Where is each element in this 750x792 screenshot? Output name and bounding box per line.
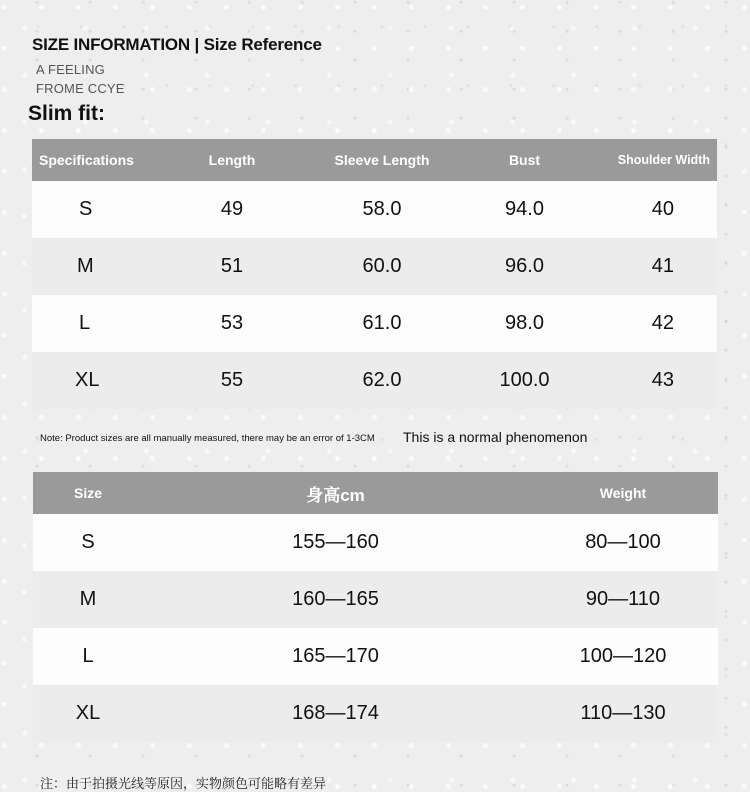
table-cell: 42: [577, 295, 717, 352]
table-cell: 168—174: [143, 685, 528, 742]
size-cell: S: [32, 181, 172, 238]
table-cell: 165—170: [143, 628, 528, 685]
table-cell: 100.0: [472, 352, 577, 409]
fit-header-row: [33, 472, 718, 514]
table-cell: 110—130: [528, 685, 718, 742]
table-cell: 98.0: [472, 295, 577, 352]
table-row: [33, 628, 718, 685]
spec-header-row: [32, 139, 717, 181]
table-cell: 100—120: [528, 628, 718, 685]
fit-header-cell: Size: [33, 472, 143, 514]
table-cell: 90—110: [528, 571, 718, 628]
table-cell: 61.0: [292, 295, 472, 352]
table-cell: 53: [172, 295, 292, 352]
spec-header-cell: Sleeve Length: [292, 139, 472, 181]
table-row: [33, 571, 718, 628]
fit-header-cell: 身高cm: [143, 472, 528, 514]
measurement-note-emphasis: This is a normal phenomenon: [403, 429, 588, 445]
table-cell: 40: [577, 181, 717, 238]
table-cell: 60.0: [292, 238, 472, 295]
table-cell: 80—100: [528, 514, 718, 571]
footer-note: 注：由于拍摄光线等原因，实物颜色可能略有差异: [40, 776, 327, 791]
size-cell: L: [32, 295, 172, 352]
table-cell: 55: [172, 352, 292, 409]
table-cell: 49: [172, 181, 292, 238]
table-row: [32, 352, 717, 409]
size-cell: M: [33, 571, 143, 628]
fit-table: [33, 472, 718, 742]
spec-header-cell: Bust: [472, 139, 577, 181]
table-cell: 94.0: [472, 181, 577, 238]
table-cell: 43: [577, 352, 717, 409]
spec-header-cell: Specifications: [32, 139, 172, 181]
fit-header-cell: Weight: [528, 472, 718, 514]
table-cell: 62.0: [292, 352, 472, 409]
subtitle-line-2: FROME CCYE: [36, 81, 125, 96]
spec-table: [32, 139, 717, 409]
table-row: [32, 181, 717, 238]
measurement-note: Note: Product sizes are all manually measured, there may be an error of 1-3CM: [40, 433, 375, 444]
subtitle-line-1: A FEELING: [36, 62, 105, 77]
table-cell: 41: [577, 238, 717, 295]
table-row: [32, 238, 717, 295]
fit-label: Slim fit:: [28, 102, 105, 125]
table-cell: 58.0: [292, 181, 472, 238]
spec-header-cell: Shoulder Width: [577, 139, 717, 181]
table-row: [33, 685, 718, 742]
size-cell: S: [33, 514, 143, 571]
table-row: [32, 295, 717, 352]
table-row: [33, 514, 718, 571]
size-cell: M: [32, 238, 172, 295]
table-cell: 96.0: [472, 238, 577, 295]
size-info-title: SIZE INFORMATION | Size Reference: [32, 35, 322, 54]
table-cell: 51: [172, 238, 292, 295]
table-cell: 160—165: [143, 571, 528, 628]
spec-header-cell: Length: [172, 139, 292, 181]
table-cell: 155—160: [143, 514, 528, 571]
size-cell: XL: [33, 685, 143, 742]
size-cell: XL: [32, 352, 172, 409]
size-cell: L: [33, 628, 143, 685]
